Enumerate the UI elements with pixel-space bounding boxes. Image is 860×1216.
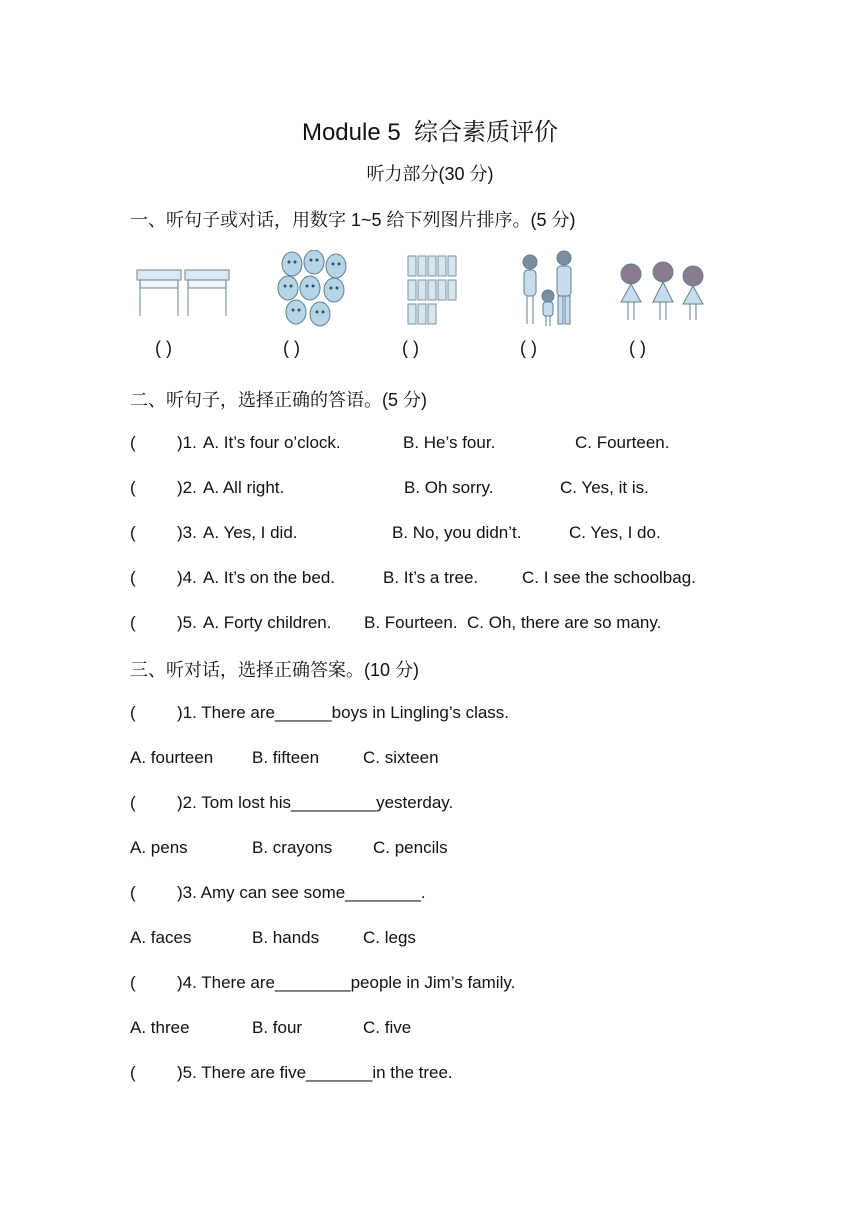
s3-q2-question: )2. Tom lost his_________yesterday. — [177, 793, 454, 812]
picture-4-paren: ( ) — [520, 338, 537, 358]
s2-q2-option-a: A. All right. — [203, 478, 285, 497]
s2-q2-option-c: C. Yes, it is. — [560, 478, 649, 497]
girls-icon — [615, 250, 711, 330]
picture-2-paren: ( ) — [283, 338, 300, 358]
s3-q4-option-b: B. four — [252, 1018, 303, 1037]
s2-q1-bracket: ( — [130, 433, 136, 452]
s2-q2-bracket: ( — [130, 478, 136, 497]
section3-heading: 三、听对话，选择正确答案。(10 分) — [130, 660, 420, 680]
s3-q5-bracket: ( — [130, 1063, 136, 1082]
s3-q4-option-a: A. three — [130, 1018, 190, 1037]
s3-q3-option-b: B. hands — [252, 928, 320, 947]
s3-q2-option-c: C. pencils — [373, 838, 448, 857]
desks-icon — [134, 250, 234, 330]
s2-q4-option-a: A. It’s on the bed. — [203, 568, 335, 587]
section1-heading: 一、听句子或对话，用数字 1~5 给下列图片排序。(5 分) — [130, 210, 576, 230]
s2-q1-option-c: C. Fourteen. — [575, 433, 670, 452]
s2-q5-number: )5. — [177, 613, 197, 632]
page-title: Module 5 综合素质评价 — [301, 119, 559, 146]
s2-q4-bracket: ( — [130, 568, 136, 587]
s2-q3-option-a: A. Yes, I did. — [203, 523, 298, 542]
s3-q2-option-b: B. crayons — [252, 838, 333, 857]
s3-q3-question: )3. Amy can see some________. — [177, 883, 426, 902]
s2-q5-option-b: B. Fourteen. — [364, 613, 458, 632]
faces-icon — [276, 250, 352, 330]
s2-q4-option-c: C. I see the schoolbag. — [522, 568, 696, 587]
family-icon — [516, 250, 582, 330]
s3-q2-bracket: ( — [130, 793, 136, 812]
s3-q1-option-c: C. sixteen — [363, 748, 439, 767]
s3-q3-bracket: ( — [130, 883, 136, 902]
s2-q1-number: )1. — [177, 433, 197, 452]
s2-q5-option-a: A. Forty children. — [203, 613, 332, 632]
s3-q3-option-c: C. legs — [363, 928, 416, 947]
s2-q3-option-c: C. Yes, I do. — [569, 523, 661, 542]
s2-q4-option-b: B. It’s a tree. — [383, 568, 479, 587]
s3-q3-option-a: A. faces — [130, 928, 192, 947]
s2-q4-number: )4. — [177, 568, 197, 587]
s3-q1-question: )1. There are______boys in Lingling’s class. — [177, 703, 510, 722]
s3-q4-question: )4. There are________people in Jim’s family. — [177, 973, 516, 992]
picture-1-paren: ( ) — [155, 338, 172, 358]
s2-q1-option-b: B. He’s four. — [403, 433, 496, 452]
s2-q2-number: )2. — [177, 478, 197, 497]
s2-q5-bracket: ( — [130, 613, 136, 632]
section2-heading: 二、听句子，选择正确的答语。(5 分) — [130, 390, 427, 410]
page-subtitle: 听力部分(30 分) — [366, 164, 494, 184]
s2-q2-option-b: B. Oh sorry. — [404, 478, 494, 497]
s2-q5-option-c: C. Oh, there are so many. — [467, 613, 662, 632]
s3-q1-option-a: A. fourteen — [130, 748, 214, 767]
s3-q4-option-c: C. five — [363, 1018, 412, 1037]
crayons-icon — [404, 250, 464, 330]
s3-q1-option-b: B. fifteen — [252, 748, 320, 767]
s2-q1-option-a: A. It’s four o’clock. — [203, 433, 341, 452]
s2-q3-bracket: ( — [130, 523, 136, 542]
picture-5-paren: ( ) — [629, 338, 646, 358]
s3-q5-question: )5. There are five_______in the tree. — [177, 1063, 453, 1082]
s2-q3-option-b: B. No, you didn’t. — [392, 523, 522, 542]
s3-q4-bracket: ( — [130, 973, 136, 992]
s3-q2-option-a: A. pens — [130, 838, 188, 857]
s2-q3-number: )3. — [177, 523, 197, 542]
s3-q1-bracket: ( — [130, 703, 136, 722]
picture-3-paren: ( ) — [402, 338, 419, 358]
